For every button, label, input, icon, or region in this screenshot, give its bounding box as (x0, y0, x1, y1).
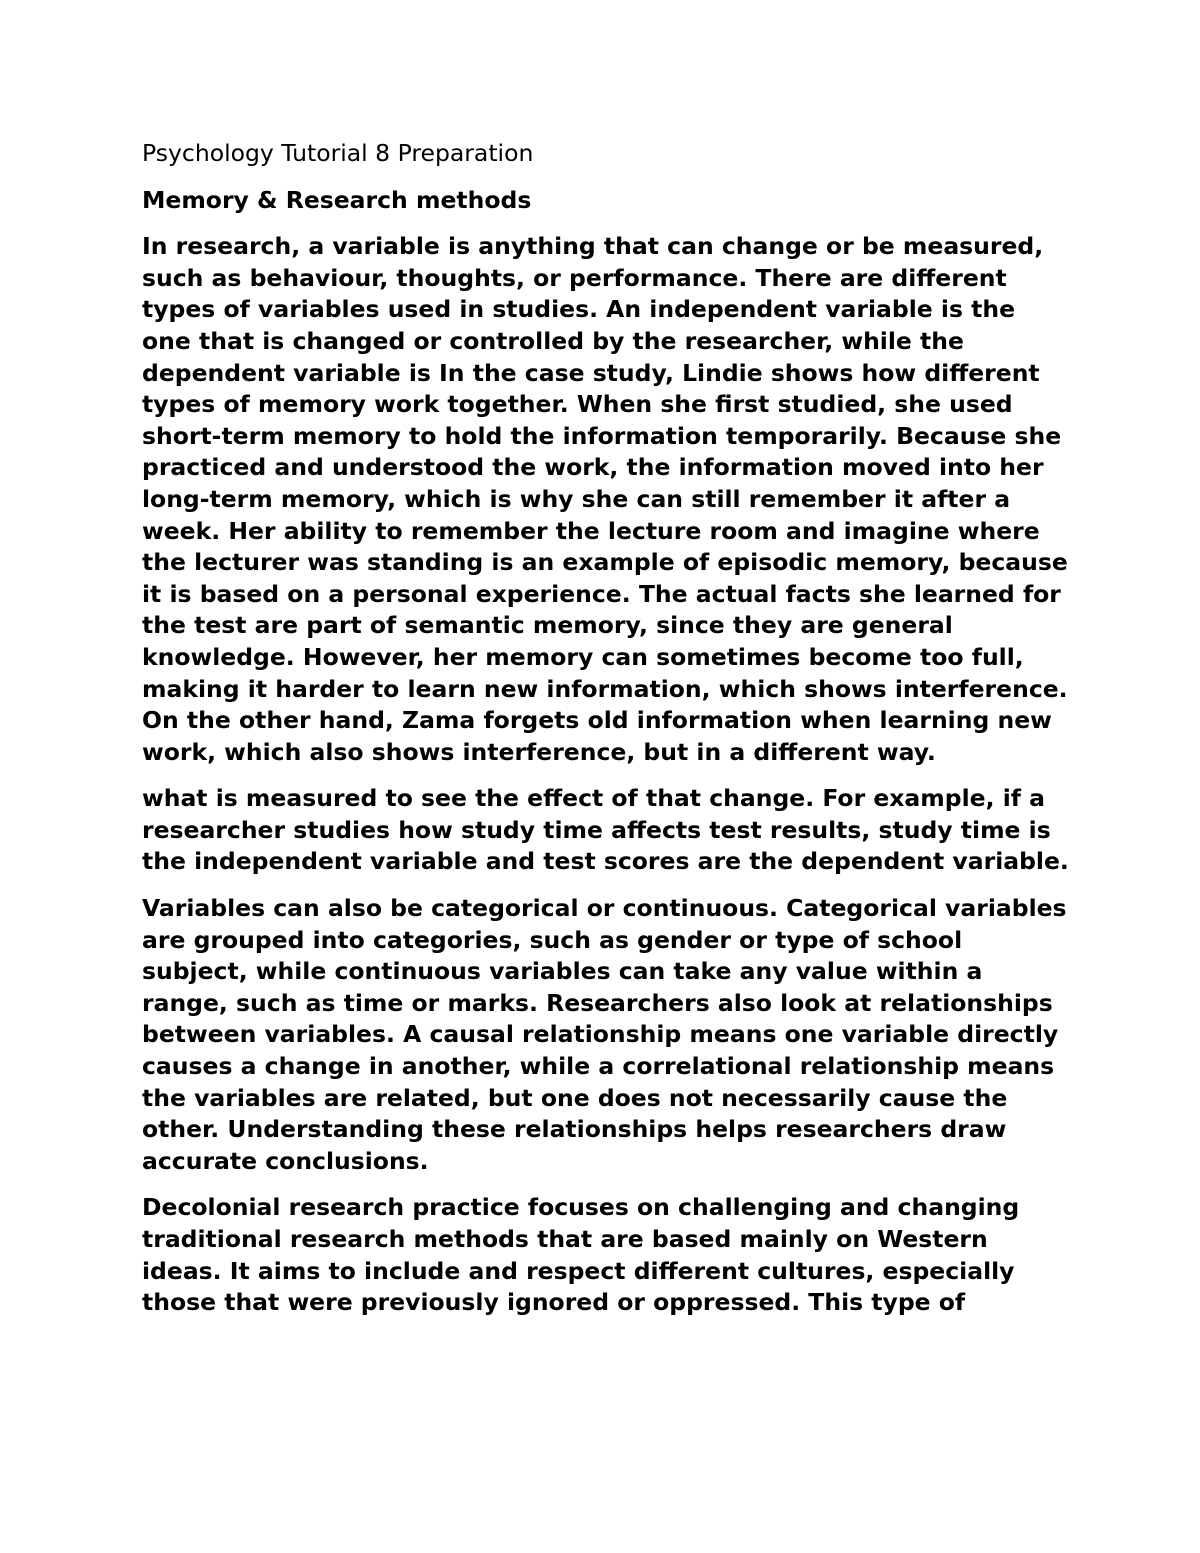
document-body (142, 138, 1072, 1334)
document-title: Psychology Tutorial 8 Preparation (142, 139, 534, 167)
document-subtitle: Memory & Research methods (142, 185, 532, 214)
paragraph-variables-memory: In research, a variable is anything that can change or be measured, such as behaviour, thoughts, or performance. There are different types of variables used in studies. An independent variable is the one that is changed or controlled by the researcher, while the dependent variable is In the case study, Lindie shows how different types of memory work together. When she first studied, she used short-term memory to hold the information temporarily. Because she practiced and understood the work, the information moved into her long-term memory, which is why she can still remember it after a week. Her ability to remember the lecture room and imagine where the lecturer was standing is an example of episodic memory, because it is based on a personal experience. The actual facts she learned for the test are part of semantic memory, since they are general knowledge. However, her memory can sometimes become too full, making it harder to learn new information, which shows interference. On the other hand, Zama forgets old information when learning new work, which also shows interference, but in a different way. (142, 232, 1068, 766)
paragraph-dependent-variable: what is measured to see the effect of that change. For example, if a researcher studies how study time affects test results, study time is the independent variable and test scores are the dependent variable. (142, 784, 1069, 876)
paragraph-categorical-continuous: Variables can also be categorical or continuous. Categorical variables are grouped into categories, such as gender or type of school subject, while continuous variables can take any value within a range, such as time or marks. Researchers also look at relationships between variables. A causal relationship means one variable directly causes a change in another, while a correlational relationship means the variables are related, but one does not necessarily cause the other. Understanding these relationships helps researchers draw accurate conclusions. (142, 894, 1067, 1175)
paragraph-decolonial-research: Decolonial research practice focuses on challenging and changing traditional research methods that are based mainly on Western ideas. It aims to include and respect different cultures, especially those that were previously ignored or oppressed. This type of (142, 1193, 1020, 1317)
